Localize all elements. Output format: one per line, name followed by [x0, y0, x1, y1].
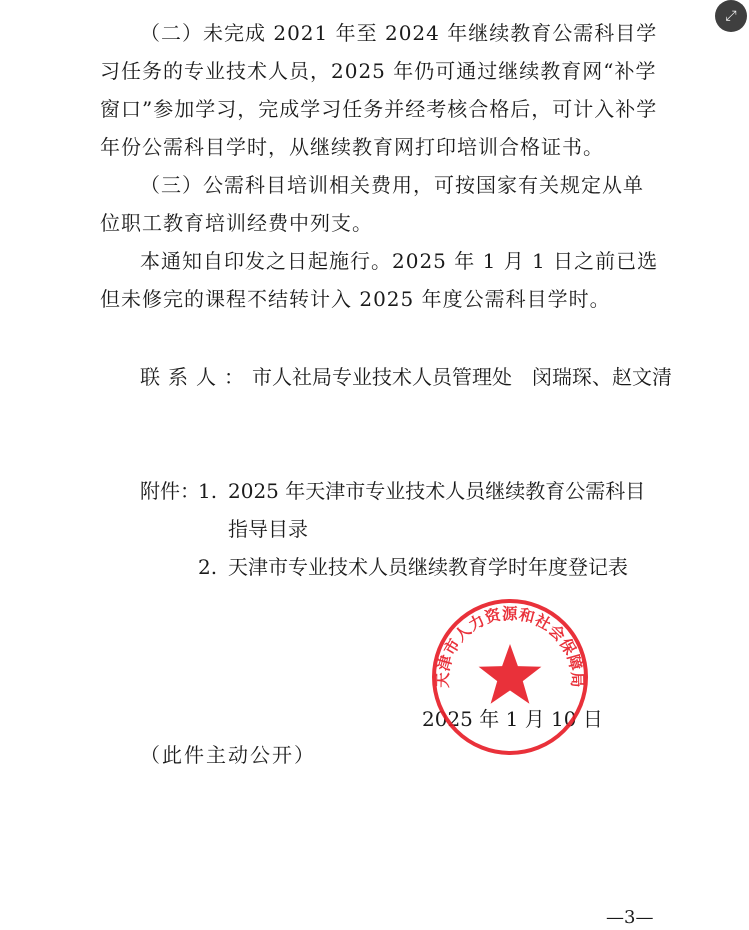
paragraph-item-2: （二）未完成 2021 年至 2024 年继续教育公需科目学习任务的专业技术人员，2025 年仍可通过继续教育网“补学窗口”参加学习，完成学习任务并经考核合格后，可计入补学年份公需科目学时，从继续教育网打印培训合格证书。 [100, 21, 658, 159]
contact-label: 联系人： [140, 365, 252, 389]
seal-text: 天津市人力资源和社会保障局 [433, 604, 587, 689]
official-seal [429, 596, 591, 758]
attachment-number: 2. [198, 555, 218, 579]
expand-icon: ⤢ [725, 8, 737, 24]
attachments-label: 附件： [140, 479, 200, 503]
public-disclosure-note: （此件主动公开） [140, 743, 316, 767]
contact-value: 市人社局专业技术人员管理处 闵瑞琛、赵文清 [252, 365, 672, 389]
attachment-number: 1. [198, 479, 218, 503]
page-number: —3— [606, 907, 654, 928]
seal-star-icon [479, 644, 542, 704]
attachment-title: 2025 年天津市专业技术人员继续教育公需科目指导目录 [228, 479, 646, 541]
expand-button[interactable] [715, 0, 747, 32]
issue-date: 2025 年 1 月 10 日 [422, 707, 603, 731]
paragraph-item-3: （三）公需科目培训相关费用，可按国家有关规定从单位职工教育培训经费中列支。 [100, 173, 644, 235]
attachment-title: 天津市专业技术人员继续教育学时年度登记表 [228, 555, 628, 579]
paragraph-effective-date: 本通知自印发之日起施行。2025 年 1 月 1 日之前已选但未修完的课程不结转计入 2025 年度公需科目学时。 [100, 249, 659, 311]
contact-line [140, 358, 672, 396]
